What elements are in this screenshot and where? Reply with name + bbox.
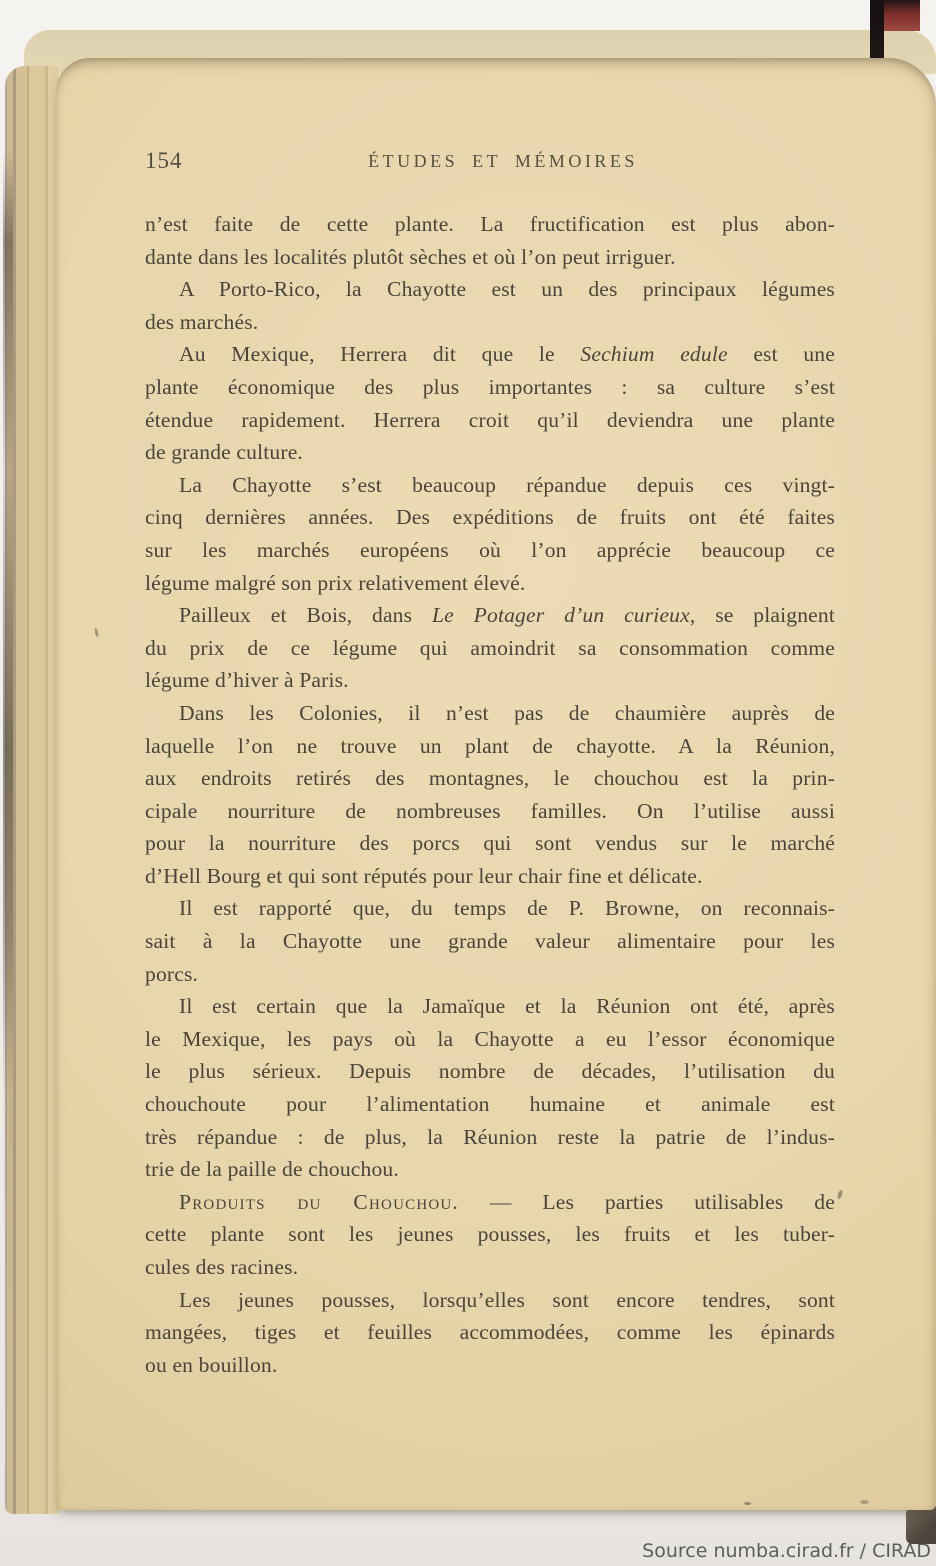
page-text — [145, 208, 835, 1381]
paragraph — [145, 990, 835, 1186]
text-line: A Porto-Rico, la Chayotte est un des principaux légumes — [179, 277, 835, 302]
text-line: mangées, tiges et feuilles accommodées, comme les épinards — [145, 1320, 835, 1345]
text-line: porcs. — [145, 961, 199, 986]
text-line: Au Mexique, Herrera dit que le Sechium edule est une — [179, 342, 835, 367]
text-line: ou en bouillon. — [145, 1352, 278, 1377]
book-spine-shadow — [3, 150, 13, 1300]
source-watermark: Source numba.cirad.fr / CIRAD — [642, 1540, 931, 1562]
text-line: Il est certain que la Jamaïque et la Réunion ont été, après — [179, 994, 835, 1019]
text-line: le plus sérieux. Depuis nombre de décades, l’utilisation du — [145, 1059, 835, 1084]
paragraph — [145, 469, 835, 599]
text-line: du prix de ce légume qui amoindrit sa consommation comme — [145, 635, 835, 660]
dust-speck — [744, 1502, 751, 1505]
text-line: cinq dernières années. Des expéditions de fruits ont été faites — [145, 505, 835, 530]
book-page — [56, 58, 936, 1510]
paragraph — [145, 892, 835, 990]
text-line: trie de la paille de chouchou. — [145, 1157, 399, 1182]
paragraph — [145, 338, 835, 468]
paragraph — [145, 208, 835, 273]
dust-speck — [860, 1500, 869, 1504]
text-line: sait à la Chayotte une grande valeur alimentaire pour les — [145, 929, 835, 954]
text-line: aux endroits retirés des montagnes, le chouchou est la prin- — [145, 766, 835, 791]
paragraph — [145, 1186, 835, 1284]
text-line: plante économique des plus importantes : sa culture s’est — [145, 374, 835, 399]
text-line: légume d’hiver à Paris. — [145, 668, 349, 693]
text-line: légume malgré son prix relativement élevé. — [145, 570, 526, 595]
text-line: laquelle l’on ne trouve un plant de chayotte. A la Réunion, — [145, 733, 835, 758]
running-head: ÉTUDES ET MÉMOIRES — [368, 151, 638, 171]
text-line: cipale nourriture de nombreuses familles. On l’utilise aussi — [145, 798, 835, 823]
text-line: Produits du Chouchou. — Les parties utilisables de — [179, 1189, 835, 1214]
text-line: étendue rapidement. Herrera croit qu’il deviendra une plante — [145, 407, 835, 432]
page-number: 154 — [145, 148, 183, 173]
text-line: cules des racines. — [145, 1255, 299, 1279]
paragraph — [145, 697, 835, 893]
text-line: le Mexique, les pays où la Chayotte a eu l’essor économique — [145, 1026, 835, 1051]
text-line: Pailleux et Bois, dans Le Potager d’un curieux, se plaignent — [179, 603, 836, 628]
paragraph — [145, 599, 835, 697]
text-line: cette plante sont les jeunes pousses, les fruits et les tuber- — [145, 1222, 835, 1247]
text-line: dante dans les localités plutôt sèches et où l’on peut irriguer. — [145, 244, 676, 269]
page-header — [145, 148, 835, 178]
text-line: chouchoute pour l’alimentation humaine et animale est — [145, 1092, 835, 1117]
text-line: très répandue : de plus, la Réunion reste la patrie de l’indus- — [145, 1124, 835, 1149]
text-line: des marchés. — [145, 309, 259, 334]
book-page-edges — [5, 66, 59, 1514]
paragraph — [145, 1284, 835, 1382]
text-line: Les jeunes pousses, lorsqu’elles sont encore tendres, sont — [179, 1287, 835, 1312]
text-line: La Chayotte s’est beaucoup répandue depuis ces vingt- — [179, 472, 835, 497]
book-cover-bottom-fragment — [906, 1506, 936, 1544]
text-line: d’Hell Bourg et qui sont réputés pour leur chair fine et délicate. — [145, 863, 703, 888]
text-line: pour la nourriture des porcs qui sont vendus sur le marché — [145, 831, 835, 856]
text-line: Dans les Colonies, il n’est pas de chaumière auprès de — [179, 700, 835, 725]
text-line: de grande culture. — [145, 440, 303, 465]
text-line: n’est faite de cette plante. La fructification est plus abon- — [145, 212, 835, 236]
text-line: Il est rapporté que, du temps de P. Browne, on reconnais- — [179, 896, 835, 921]
paragraph — [145, 273, 835, 338]
text-line: sur les marchés européens où l’on apprécie beaucoup ce — [145, 537, 835, 562]
